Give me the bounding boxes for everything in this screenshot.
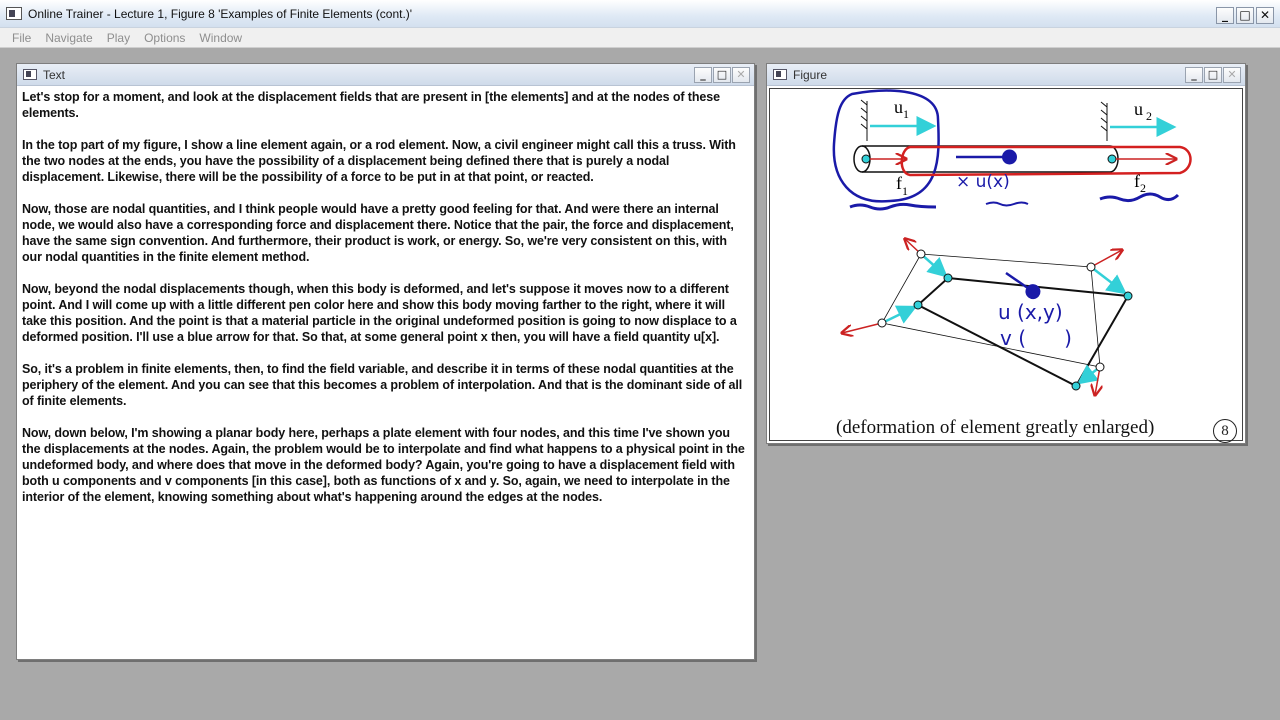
paragraph: Now, beyond the nodal displacements though, when this body is deformed, and let's suppose it moves now to a different point. And I will come up with a little different pen color here and show this body moving farther to the right, where it will take this position. And the point is that a material particle in the original undeformed position is going to now displace to a deformed position. I'll use a blue arrow for that. So that, at some general point x then, you will have a field quantity u[x]. [22,282,737,344]
menu-play[interactable]: Play [106,30,131,45]
transcript-text [17,86,754,505]
text-window-titlebar[interactable] [17,64,754,86]
text-minimize-button[interactable]: _ [694,67,712,83]
app-title: Online Trainer - Lecture 1, Figure 8 'Examples of Finite Elements (cont.)' [28,6,413,21]
figure-window-titlebar[interactable] [767,64,1245,86]
figure-drawing [770,89,1244,445]
text-window-title: Text [43,67,66,82]
plate-element [842,239,1132,395]
app-icon [6,7,22,20]
figure-window-title: Figure [793,67,828,82]
annotation-uxy: u (x,y) [998,300,1063,324]
menu-bar [0,28,1280,48]
paragraph: So, it's a problem in finite elements, then, to find the field variable, and describe it in terms of these nodal quantities at the periphery of the element. And you can see that this becomes a problem of interpolation. And that is the dominant side of all of finite elements. [22,362,743,408]
paragraph: Now, those are nodal quantities, and I think people would have a pretty good feeling for that. And were there an internal node, we would also have a corresponding force and displacement there. Notice that the pair, the force and displacement, have the same sign convention. And furthermore, their product is work, or energy. So, we're very consistent on this, with our nodal quantities in the finite element method. [22,202,734,264]
annotation-ux: × u(x) [956,172,1010,192]
menu-file[interactable]: File [12,30,32,45]
figure-window [766,63,1246,444]
label-f2: $f_2$ [1134,171,1146,195]
label-u1: $u_1$ [894,97,909,121]
annotation-v: v ( ) [1000,326,1072,350]
figure-minimize-button[interactable]: _ [1185,67,1203,83]
figure-close-button[interactable]: ✕ [1223,67,1241,83]
app-titlebar [0,0,1280,28]
text-maximize-button[interactable]: □ [713,67,731,83]
paragraph: Let's stop for a moment, and look at the displacement fields that are present in [the elements] and at the nodes of these elements. [22,90,720,120]
app-window-controls [1216,7,1274,24]
label-u2: u $_2$ [1134,99,1152,123]
figure-number-badge: 8 [1213,419,1237,443]
figure-canvas [769,88,1243,441]
text-close-button[interactable]: ✕ [732,67,750,83]
menu-window[interactable]: Window [199,30,243,45]
window-icon [773,69,787,80]
paragraph: In the top part of my figure, I show a line element again, or a rod element. Now, a civil engineer might call this a truss. With the two nodes at the ends, you have the possibility of a displacement being defined there that is purely a nodal displacement. Likewise, there will be the possibility of a force to be put in at that point, or reacted. [22,138,736,184]
close-button[interactable]: ✕ [1256,7,1274,24]
figure-caption: (deformation of element greatly enlarged) [836,417,1155,438]
text-window [16,63,755,660]
minimize-button[interactable]: _ [1216,7,1234,24]
label-f1: $f_1$ [896,173,908,198]
menu-options[interactable]: Options [144,30,186,45]
maximize-button[interactable]: □ [1236,7,1254,24]
paragraph: Now, down below, I'm showing a planar body here, perhaps a plate element with four nodes, and this time I've shown you the displacements at the nodes. Again, the problem would be to interpolate and find what happens to a physical point in the undeformed body, and where does that move in the deformed body? Again, you're going to have a displacement field with both u components and v components [in this case], both as functions of x and y. So, again, we need to interpolate in the interior of the element, knowing something about what's happening around the edges at the nodes. [22,426,745,504]
figure-maximize-button[interactable]: □ [1204,67,1222,83]
window-icon [23,69,37,80]
menu-navigate[interactable]: Navigate [45,30,93,45]
